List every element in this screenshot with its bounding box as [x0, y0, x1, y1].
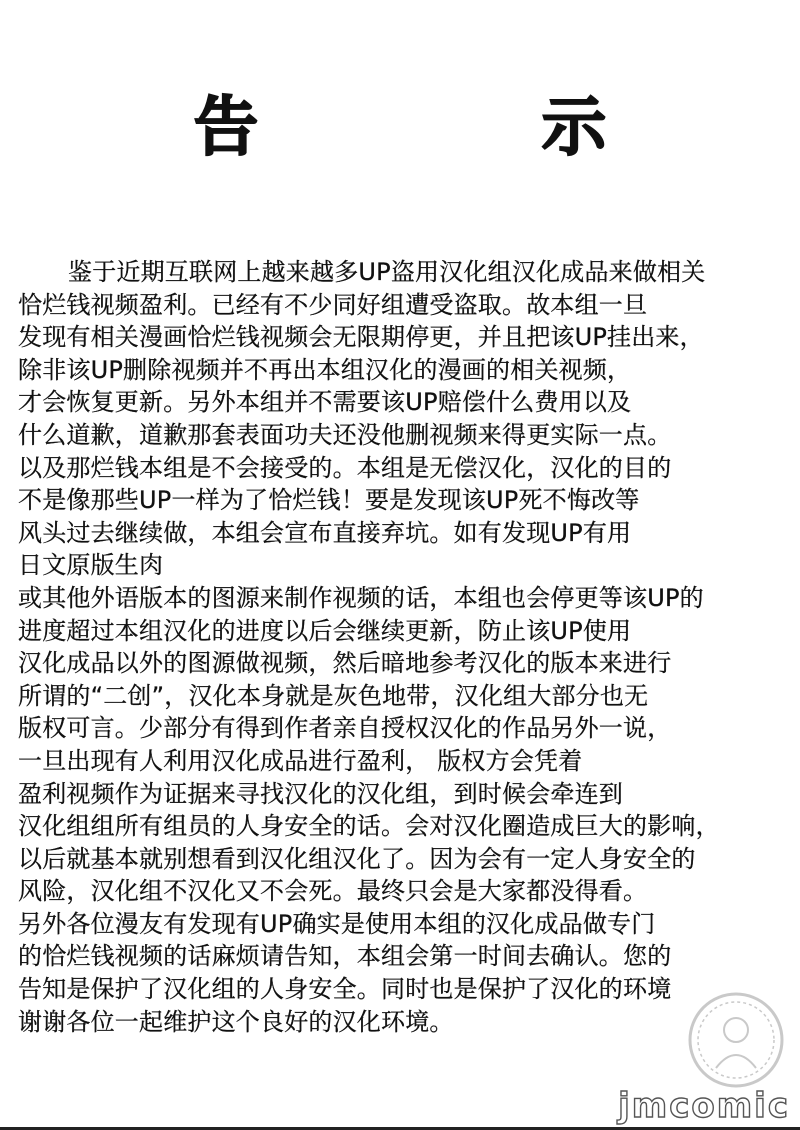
- notice-line-5: 才会恢复更新。另外本组并不需要该UP赔偿什么费用以及: [18, 388, 632, 417]
- notice-line-8: 不是像那些UP一样为了恰烂钱！要是发现该UP死不悔改等: [18, 486, 640, 515]
- seal-watermark-icon: [686, 990, 786, 1090]
- notice-line-9: 风头过去继续做，本组会宣布直接弃坑。如有发现UP有用: [18, 518, 632, 547]
- notice-line-10: 日文原版生肉: [18, 551, 164, 580]
- notice-line-24: 谢谢各位一起维护这个良好的汉化环境。: [18, 1007, 454, 1036]
- notice-line-13: 汉化成品以外的图源做视频，然后暗地参考汉化的版本来进行: [18, 649, 672, 678]
- notice-line-12: 进度超过本组汉化的进度以后会继续更新，防止该UP使用: [18, 616, 632, 645]
- notice-line-1: 鉴于近期互联网上越来越多UP盗用汉化组汉化成品来做相关: [68, 258, 706, 286]
- notice-line-4: 除非该UP删除视频并不再出本组汉化的漫画的相关视频，: [18, 355, 632, 384]
- notice-line-6: 什么道歉，道歉那套表面功夫还没他删视频来得更实际一点。: [18, 420, 672, 449]
- notice-title: 告 示: [194, 90, 716, 165]
- notice-line-11: 或其他外语版本的图源来制作视频的话，本组也会停更等该UP的: [18, 583, 704, 612]
- watermark-logo: jmcomic: [618, 1086, 790, 1126]
- notice-line-14: 所谓的“二创”，汉化本身就是灰色地带，汉化组大部分也无: [18, 681, 649, 710]
- notice-line-22: 的恰烂钱视频的话麻烦请告知，本组会第一时间去确认。您的: [18, 942, 672, 971]
- notice-line-3: 发现有相关漫画恰烂钱视频会无限期停更，并且把该UP挂出来，: [18, 323, 704, 352]
- notice-line-17: 盈利视频作为证据来寻找汉化的汉化组，到时候会牵连到: [18, 779, 623, 808]
- notice-line-21: 另外各位漫友有发现有UP确实是使用本组的汉化成品做专门: [18, 909, 656, 938]
- notice-line-15: 版权可言。少部分有得到作者亲自授权汉化的作品另外一说，: [18, 714, 672, 743]
- notice-line-16: 一旦出现有人利用汉化成品进行盈利， 版权方会凭着: [18, 746, 583, 775]
- notice-line-19: 以后就基本就别想看到汉化组汉化了。因为会有一定人身安全的: [18, 844, 696, 873]
- notice-line-20: 风险，汉化组不汉化又不会死。最终只会是大家都没得看。: [18, 877, 648, 906]
- notice-line-23: 告知是保护了汉化组的人身安全。同时也是保护了汉化的环境: [18, 975, 672, 1004]
- notice-body: [18, 256, 798, 1038]
- notice-line-18: 汉化组组所有组员的人身安全的话。会对汉化圈造成巨大的影响，: [18, 812, 720, 841]
- notice-line-7: 以及那烂钱本组是不会接受的。本组是无偿汉化，汉化的目的: [18, 453, 672, 482]
- notice-line-2: 恰烂钱视频盈利。已经有不少同好组遭受盗取。故本组一旦: [18, 290, 648, 319]
